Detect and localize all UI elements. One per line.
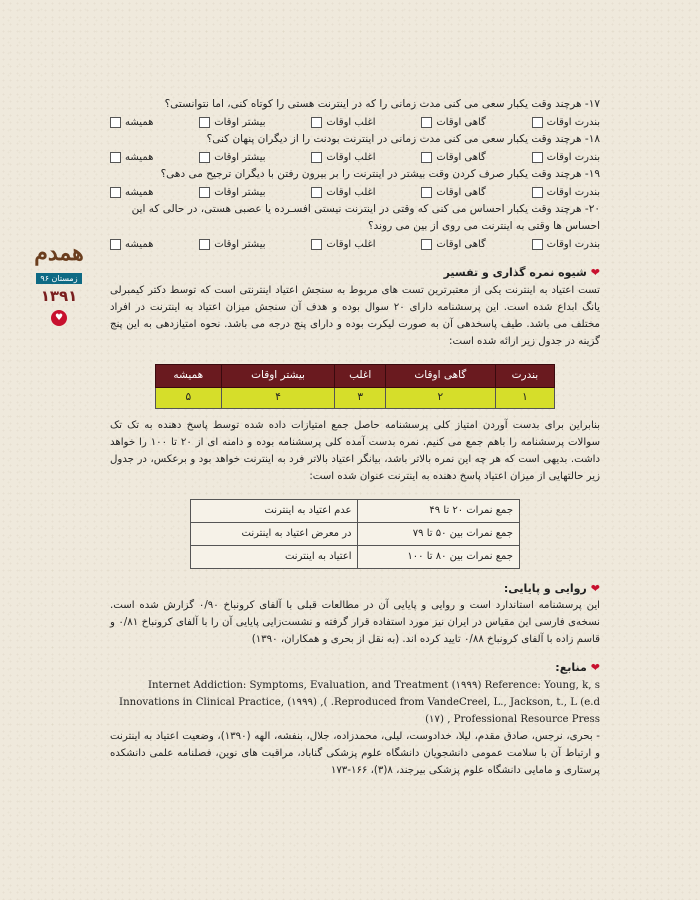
heart-bullet-icon: ❤ bbox=[590, 661, 600, 674]
option-always[interactable]: همیشه bbox=[110, 115, 153, 130]
scoring-heading: ❤ شیوه نمره گذاری و تفسیر bbox=[110, 265, 600, 282]
validity-heading: ❤ روایی و پایایی: bbox=[110, 581, 600, 598]
page-content bbox=[110, 96, 600, 779]
heart-badge-icon: ♥ bbox=[51, 310, 67, 326]
option-often[interactable]: اغلب اوقات bbox=[311, 150, 375, 165]
reference-en-line: (۱۷) , Professional Resource Press bbox=[425, 713, 600, 725]
checkbox[interactable] bbox=[110, 152, 121, 163]
label-cell: عدم اعتیاد به اینترنت bbox=[191, 499, 358, 522]
checkbox[interactable] bbox=[421, 117, 432, 128]
option-sometimes[interactable]: گاهی اوقات bbox=[421, 150, 485, 165]
checkbox[interactable] bbox=[110, 239, 121, 250]
answer-options bbox=[110, 113, 600, 131]
header-cell: بیشتر اوقات bbox=[221, 364, 335, 387]
question-17 bbox=[110, 96, 600, 131]
header-cell: اغلب bbox=[335, 364, 385, 387]
option-rarely[interactable]: بندرت اوقات bbox=[532, 237, 600, 252]
option-rarely[interactable]: بندرت اوقات bbox=[532, 150, 600, 165]
reference-en-line: Innovations in Clinical Practice, (۱۹۹۹) ,( .Reproduced from VandeCreel, L., Jackson, t., L (e.d bbox=[119, 696, 600, 708]
value-cell: ۵ bbox=[156, 387, 222, 408]
checkbox[interactable] bbox=[199, 187, 210, 198]
scoring-table-row bbox=[156, 387, 555, 408]
checkbox[interactable] bbox=[421, 187, 432, 198]
logo-text: همدم bbox=[34, 240, 84, 266]
option-always[interactable]: همیشه bbox=[110, 237, 153, 252]
checkbox[interactable] bbox=[311, 187, 322, 198]
checkbox[interactable] bbox=[110, 117, 121, 128]
checkbox[interactable] bbox=[532, 117, 543, 128]
validity-paragraph: این پرسشنامه استاندارد است و روایی و پایایی آن در مطالعات قبلی با آلفای کرونباخ ۰/۹۰ گزارش شده است. نسخه‌ی فارسی این مقیاس در ایران نیز مورد استفاده قرار گرفته و نشست‌زایی پایایی آن را با آلفای کرونباخ ۰/۸۱ و قاسم زاده با آلفای کرونباخ ۰/۸۸ تایید کرده اند. (به نقل از بحری و همکاران، ۱۳۹۰) bbox=[110, 600, 600, 645]
question-20 bbox=[110, 201, 600, 253]
scoring-table bbox=[155, 364, 555, 409]
option-always[interactable]: همیشه bbox=[110, 150, 153, 165]
heart-bullet-icon: ❤ bbox=[590, 266, 600, 279]
checkbox[interactable] bbox=[311, 239, 322, 250]
label-cell: در معرض اعتیاد به اینترنت bbox=[191, 522, 358, 545]
checkbox[interactable] bbox=[110, 187, 121, 198]
question-text: ۱۷- هرچند وقت یکبار سعی می کنی مدت زمانی را که در اینترنت هستی را کوتاه کنی، اما نتوانستی؟ bbox=[164, 98, 600, 110]
checkbox[interactable] bbox=[532, 187, 543, 198]
table-row bbox=[191, 522, 520, 545]
reference-en-line: Internet Addiction: Symptoms, Evaluation, and Treatment (۱۹۹۹) Reference: Young, k, s bbox=[147, 679, 600, 691]
checkbox[interactable] bbox=[532, 239, 543, 250]
question-18 bbox=[110, 131, 600, 166]
question-text: ۲۰- هرچند وقت یکبار احساس می کنی که وقتی در اینترنت نیستی افسـرده یا عصبی هستی، در حالی که این احساس ها وقتی به اینترنت می روی از بین می روند؟ bbox=[131, 203, 600, 232]
option-sometimes[interactable]: گاهی اوقات bbox=[421, 115, 485, 130]
value-cell: ۳ bbox=[335, 387, 385, 408]
question-text: ۱۹- هرچند وقت یکبار صرف کردن وقت بیشتر در اینترنت را بر بیرون رفتن با دیگران ترجیح می دهی؟ bbox=[160, 168, 600, 180]
answer-options bbox=[110, 235, 600, 253]
range-cell: جمع نمرات بین ۸۰ تا ۱۰۰ bbox=[358, 545, 520, 568]
scoring-table-header bbox=[156, 364, 555, 387]
label-cell: اعتیاد به اینترنت bbox=[191, 545, 358, 568]
checkbox[interactable] bbox=[199, 152, 210, 163]
scoring-paragraph: تست اعتیاد به اینترنت یکی از معتبرترین تست های مربوط به سنجش اعتیاد اینترنتی است که توسط دکتر کیمبرلی یانگ ابداع شده است. این پرسشنامه دارای ۲۰ سوال بوده و هدف آن سنجش میزان اعتیاد به اینترنت در افراد مختلف می باشد. طیف پاسخدهی آن به صورت لیکرت بوده و دارای پنج درجه می باشد. نحوه امتیازدهی به این پنج گزینه در جدول زیر ارائه شده است: bbox=[110, 284, 600, 347]
value-cell: ۴ bbox=[221, 387, 335, 408]
option-sometimes[interactable]: گاهی اوقات bbox=[421, 185, 485, 200]
question-text: ۱۸- هرچند وقت یکبار سعی می کنی مدت زمانی در اینترنت بودنت را از دیگران پنهان کنی؟ bbox=[206, 133, 600, 145]
year-label: ۱۳۹۱ bbox=[40, 287, 78, 305]
header-cell: گاهی اوقات bbox=[385, 364, 495, 387]
range-cell: جمع نمرات ۲۰ تا ۴۹ bbox=[358, 499, 520, 522]
option-often[interactable]: اغلب اوقات bbox=[311, 237, 375, 252]
interpretation-table bbox=[190, 499, 520, 569]
checkbox[interactable] bbox=[311, 152, 322, 163]
checkbox[interactable] bbox=[421, 239, 432, 250]
option-always[interactable]: همیشه bbox=[110, 185, 153, 200]
question-19 bbox=[110, 166, 600, 201]
interpretation-paragraph: بنابراین برای بدست آوردن امتیاز کلی پرسشنامه حاصل جمع امتیازات داده شده توسط پاسخ دهنده به تک تک سوالات پرسشنامه را باهم جمع می کنیم. نمره بدست آمده کلی پرسشنامه بوده و دامنه ای از ۲۰ تا ۱۰۰ را خواهد داشت. بدیهی است که هر چه این نمره بالاتر باشد، بیانگر اعتیاد بالاتر فرد به اینترنت خواهد بود و برعکس، در جدول زیر حالتهایی از میزان اعتیاد پاسخ دهنده به اینترنت عنوان شده است: bbox=[110, 419, 600, 482]
value-cell: ۲ bbox=[385, 387, 495, 408]
heart-bullet-icon: ❤ bbox=[590, 581, 600, 595]
checkbox[interactable] bbox=[311, 117, 322, 128]
references-heading: ❤ منابع: bbox=[110, 660, 600, 677]
reference-fa: - بحری، نرجس، صادق مقدم، لیلا، خدادوست، لیلی، محمدزاده، جلال، بنفشه، الهه (۱۳۹۰)، وضعیت اعتیاد به اینترنت و ارتباط آن با سلامت عمومی دانشجویان دانشگاه علوم پزشکی گناباد، مراقبت های نوین، فصلنامه علمی دانشکده پرستاری و مامایی دانشگاه علوم پزشکی بیرجند، ۸(۳)، ۱۶۶-۱۷۳ bbox=[110, 730, 600, 776]
range-cell: جمع نمرات بین ۵۰ تا ۷۹ bbox=[358, 522, 520, 545]
answer-options bbox=[110, 183, 600, 201]
header-cell: همیشه bbox=[156, 364, 222, 387]
option-mostly[interactable]: بیشتر اوقات bbox=[199, 237, 265, 252]
table-row bbox=[191, 499, 520, 522]
option-often[interactable]: اغلب اوقات bbox=[311, 185, 375, 200]
magazine-logo bbox=[30, 240, 88, 326]
checkbox[interactable] bbox=[532, 152, 543, 163]
option-rarely[interactable]: بندرت اوقات bbox=[532, 115, 600, 130]
option-mostly[interactable]: بیشتر اوقات bbox=[199, 150, 265, 165]
checkbox[interactable] bbox=[421, 152, 432, 163]
option-mostly[interactable]: بیشتر اوقات bbox=[199, 185, 265, 200]
option-often[interactable]: اغلب اوقات bbox=[311, 115, 375, 130]
option-rarely[interactable]: بندرت اوقات bbox=[532, 185, 600, 200]
value-cell: ۱ bbox=[495, 387, 554, 408]
header-cell: بندرت bbox=[495, 364, 554, 387]
table-row bbox=[191, 545, 520, 568]
checkbox[interactable] bbox=[199, 117, 210, 128]
checkbox[interactable] bbox=[199, 239, 210, 250]
answer-options bbox=[110, 148, 600, 166]
option-sometimes[interactable]: گاهی اوقات bbox=[421, 237, 485, 252]
option-mostly[interactable]: بیشتر اوقات bbox=[199, 115, 265, 130]
season-label: زمستان ۹۶ bbox=[36, 273, 81, 284]
